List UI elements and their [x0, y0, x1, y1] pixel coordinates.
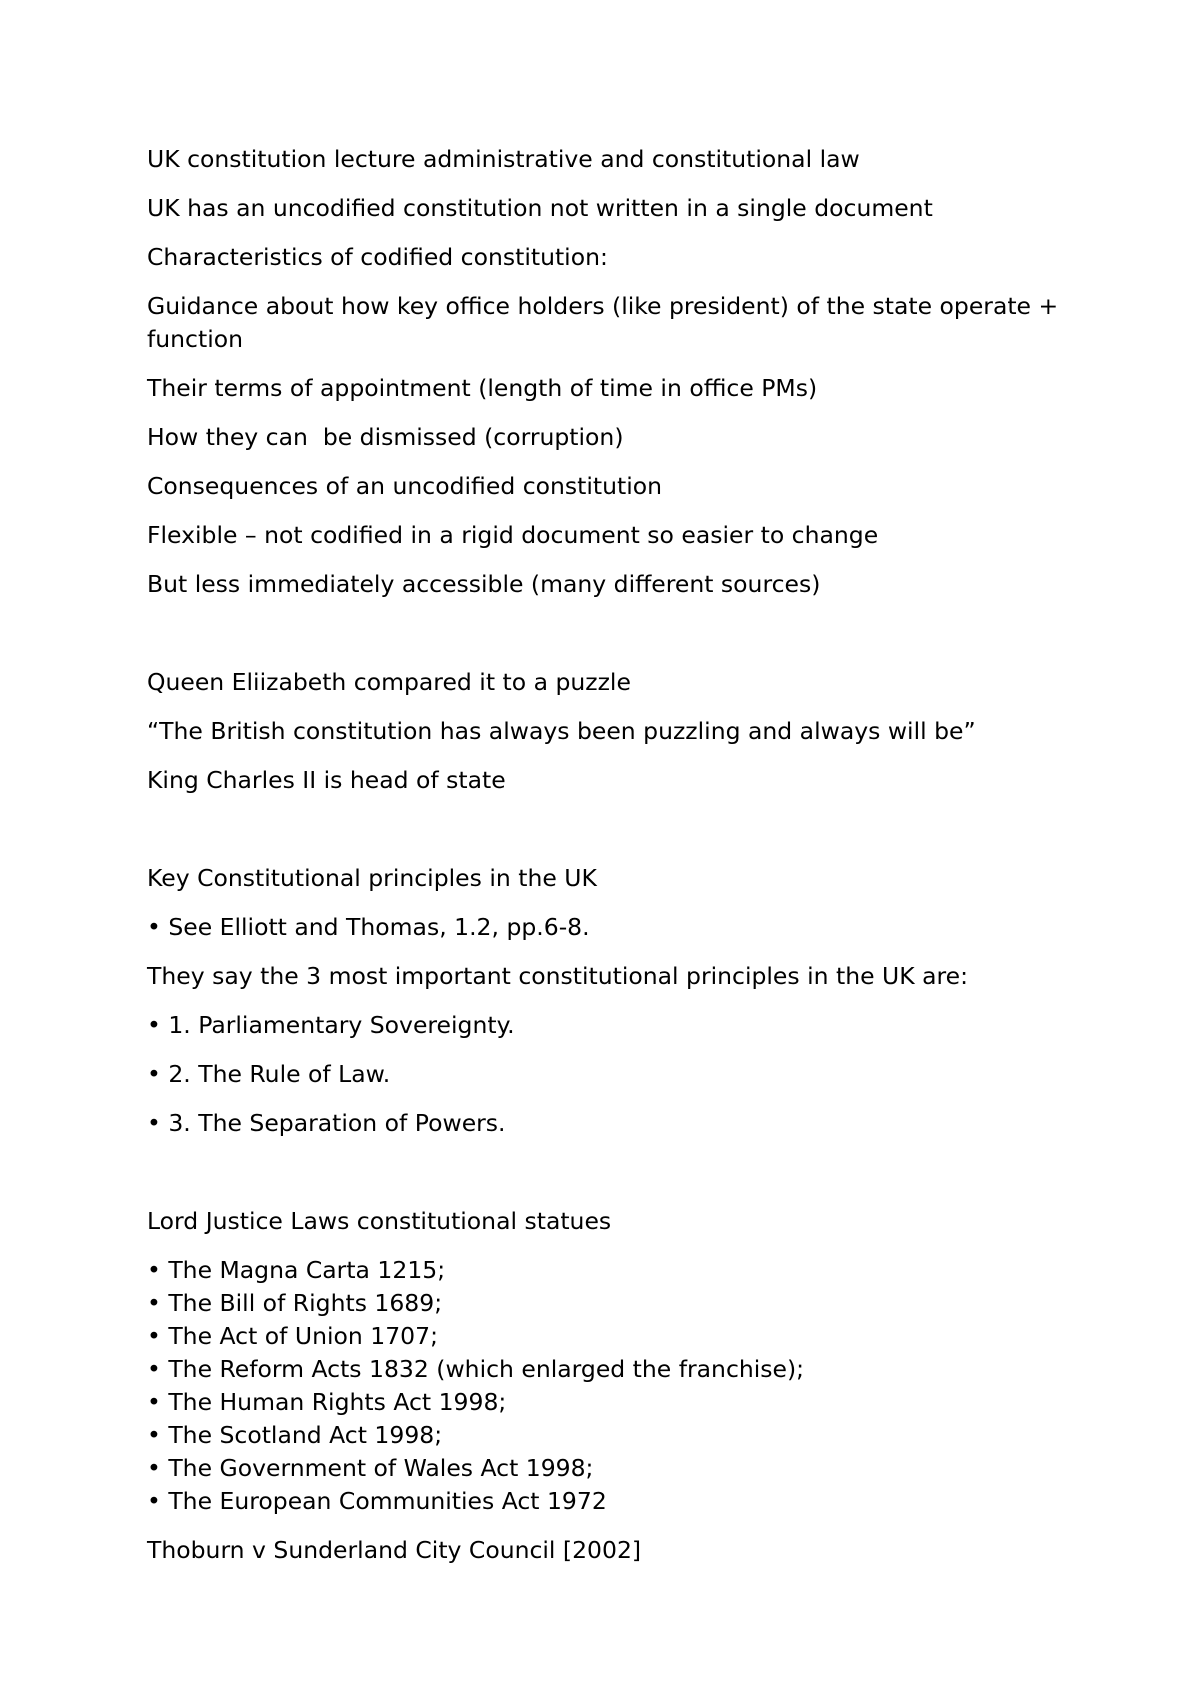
statutes-list [147, 1254, 1107, 1518]
paragraph-dismissed: How they can be dismissed (corruption) [147, 423, 624, 451]
blank-line [147, 617, 1107, 650]
list-item: • The Government of Wales Act 1998; [147, 1454, 594, 1482]
list-item: • The Bill of Rights 1689; [147, 1289, 443, 1317]
blank-line [147, 1156, 1107, 1189]
list-item: • The Magna Carta 1215; [147, 1256, 446, 1284]
list-item: • The Act of Union 1707; [147, 1322, 438, 1350]
paragraph-guidance: Guidance about how key office holders (like president) of the state operate + function [147, 292, 1066, 353]
document-page [147, 143, 1107, 1583]
bullet-principle-3: • 3. The Separation of Powers. [147, 1109, 506, 1137]
paragraph-characteristics: Characteristics of codified constitution: [147, 243, 608, 271]
paragraph-uncodified: UK has an uncodified constitution not written in a single document [147, 194, 933, 222]
bullet-principle-1: • 1. Parliamentary Sovereignty. [147, 1011, 515, 1039]
paragraph-case: Thoburn v Sunderland City Council [2002] [147, 1536, 642, 1564]
list-item: • The Reform Acts 1832 (which enlarged the franchise); [147, 1355, 805, 1383]
bullet-reference: • See Elliott and Thomas, 1.2, pp.6-8. [147, 913, 590, 941]
paragraph-flexible: Flexible – not codified in a rigid document so easier to change [147, 521, 879, 549]
blank-line [147, 813, 1107, 846]
paragraph-terms: Their terms of appointment (length of time in office PMs) [147, 374, 818, 402]
paragraph-accessible: But less immediately accessible (many different sources) [147, 570, 821, 598]
list-item: • The Human Rights Act 1998; [147, 1388, 507, 1416]
heading-key-principles: Key Constitutional principles in the UK [147, 864, 597, 892]
list-item: • The Scotland Act 1998; [147, 1421, 443, 1449]
lecture-title: UK constitution lecture administrative and constitutional law [147, 145, 860, 173]
quote: “The British constitution has always been puzzling and always will be” [147, 717, 976, 745]
bullet-principle-2: • 2. The Rule of Law. [147, 1060, 391, 1088]
paragraph-king: King Charles II is head of state [147, 766, 506, 794]
paragraph-queen: Queen Eliizabeth compared it to a puzzle [147, 668, 631, 696]
list-item: • The European Communities Act 1972 [147, 1487, 607, 1515]
heading-statutes: Lord Justice Laws constitutional statues [147, 1207, 612, 1235]
paragraph-consequences: Consequences of an uncodified constitution [147, 472, 663, 500]
paragraph-three-principles: They say the 3 most important constitutional principles in the UK are: [147, 962, 969, 990]
